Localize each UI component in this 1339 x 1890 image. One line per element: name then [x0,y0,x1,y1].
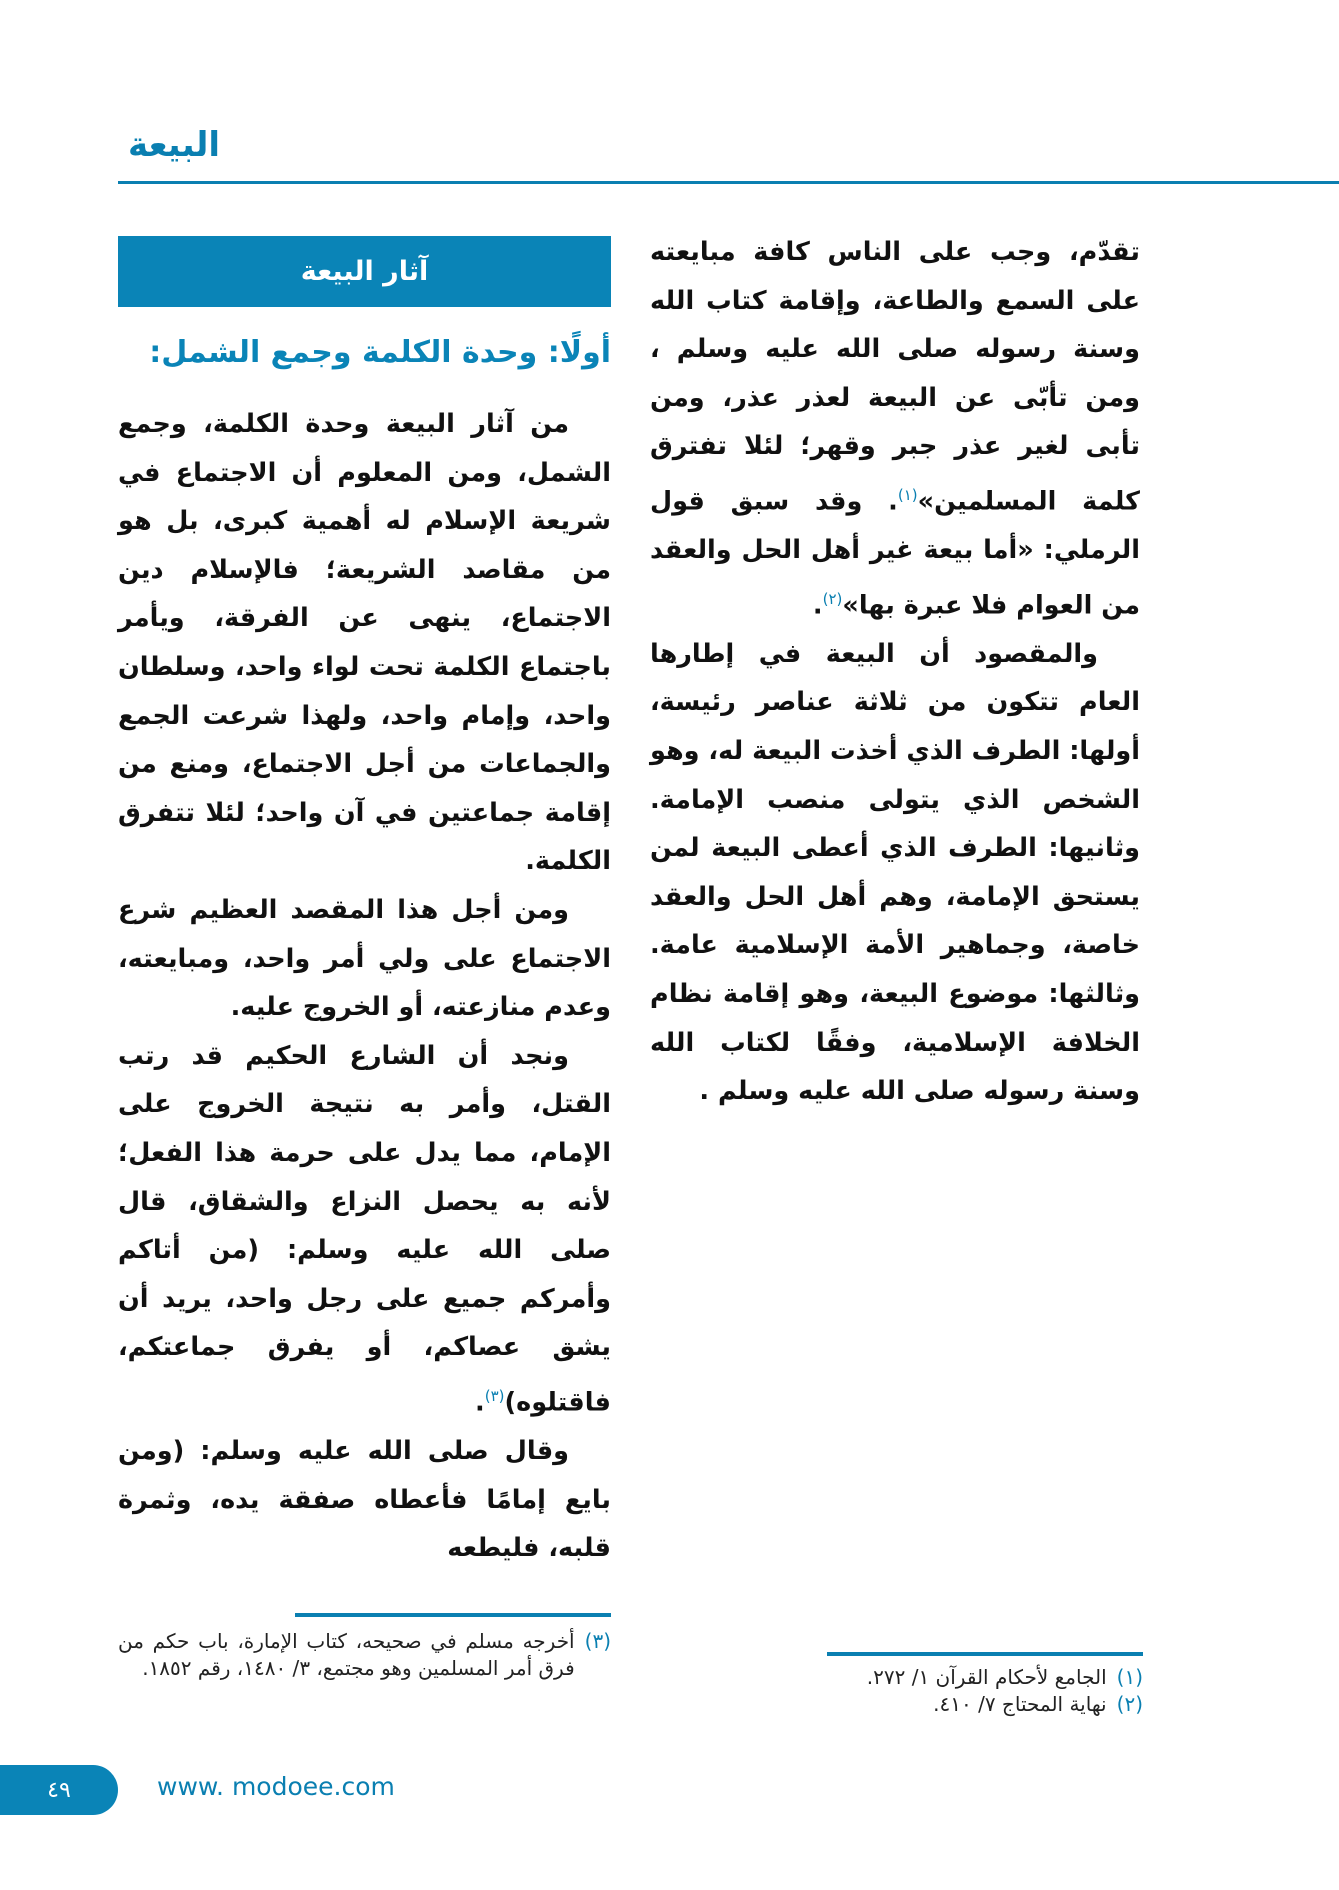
paragraph-text: . وقد سبق قول الرملي: «أما بيعة غير أهل الحل والعقد من العوام فلا عبرة بها» [650,486,1140,621]
website-link[interactable]: www. modoee.com [157,1772,395,1801]
footnote-item [700,1664,1143,1691]
footnote-rule [827,1652,1143,1656]
paragraph: وقال صلى الله عليه وسلم: (ومن بايع إمامًا فأعطاه صفقة يده، وثمرة قلبه، فليطعه [118,1435,611,1564]
footnotes-left [118,1628,611,1682]
footnote-ref-2[interactable]: (٢) [822,589,843,608]
paragraph-text: . [812,590,823,621]
subheading: أولًا: وحدة الكلمة وجمع الشمل: [149,335,611,370]
paragraph: والمقصود أن البيعة في إطارها العام تتكون من ثلاثة عناصر رئيسة، أولها: الطرف الذي أخذت البيعة له، وهو الشخص الذي يتولى منصب الإمامة. وثانيها: الطرف الذي أعطى البيعة لمن يستحق الإمامة، وهم أهل الحل والعقد خاصة، وجماهير الأمة الإسلامية عامة. وثالثها: موضوع البيعة، وهو إقامة نظام الخلافة الإسلامية، وفقًا لكتاب الله وسنة رسوله صلى الله عليه وسلم . [650,638,1140,1107]
footnotes-right [700,1664,1143,1718]
footnote-rule [295,1613,611,1617]
paragraph [650,228,1140,630]
paragraph [118,1032,611,1427]
page-number-tab [0,1765,118,1815]
footnote-text: الجامع لأحكام القرآن ١/ ٢٧٢. [866,1665,1107,1689]
footnote-number: (١) [1116,1665,1143,1689]
footnote-number: (٢) [1116,1692,1143,1716]
footnote-text: نهاية المحتاج ٧/ ٤١٠. [933,1692,1107,1716]
left-text-column [118,400,611,1573]
paragraph: من آثار البيعة وحدة الكلمة، وجمع الشمل، ومن المعلوم أن الاجتماع في شريعة الإسلام له أهمية كبرى، بل هو من مقاصد الشريعة؛ فالإسلام دين الاجتماع، ينهى عن الفرقة، ويأمر باجتماع الكلمة تحت لواء واحد، وسلطان واحد، وإمام واحد، ولهذا شرعت الجمع والجماعات من أجل الاجتماع، ومنع من إقامة جماعتين في آن واحد؛ لئلا تتفرق الكلمة. [118,409,611,877]
footnote-ref-1[interactable]: (١) [897,485,918,504]
section-title-bar: آثار البيعة [118,236,611,307]
header-rule [118,181,1339,184]
paragraph-text: . [475,1387,485,1418]
paragraph-text: تقدّم، وجب على الناس كافة مبايعته على السمع والطاعة، وإقامة كتاب الله وسنة رسوله صلى الله عليه وسلم ، ومن تأبّى عن البيعة لعذر عذر، ومن تأبى لغير عذر جبر وقهر؛ لئلا تفترق كلمة المسلمين» [650,237,1140,517]
running-header-title: البيعة [128,125,220,165]
footnote-item [118,1628,611,1682]
page-number: ٤٩ [47,1777,71,1803]
footnote-item [700,1691,1143,1718]
right-text-column [650,228,1140,1116]
paragraph: ومن أجل هذا المقصد العظيم شرع الاجتماع على ولي أمر واحد، ومبايعته، وعدم منازعته، أو الخروج عليه. [118,894,611,1023]
paragraph-text: ونجد أن الشارع الحكيم قد رتب القتل، وأمر به نتيجة الخروج على الإمام، مما يدل على حرمة هذا الفعل؛ لأنه به يحصل النزاع والشقاق، قال صلى الله عليه وسلم: (من أتاكم وأمركم جميع على رجل واحد، يريد أن يشق عصاكم، أو يفرق جماعتكم، فاقتلوه) [118,1040,611,1418]
footnote-text: أخرجه مسلم في صحيحه، كتاب الإمارة، باب حكم من فرق أمر المسلمين وهو مجتمع، ٣/ ١٤٨٠، رقم ١٨٥٢. [118,1629,575,1680]
footnote-number: (٣) [584,1629,611,1653]
footnote-ref-3[interactable]: (٣) [484,1386,505,1405]
